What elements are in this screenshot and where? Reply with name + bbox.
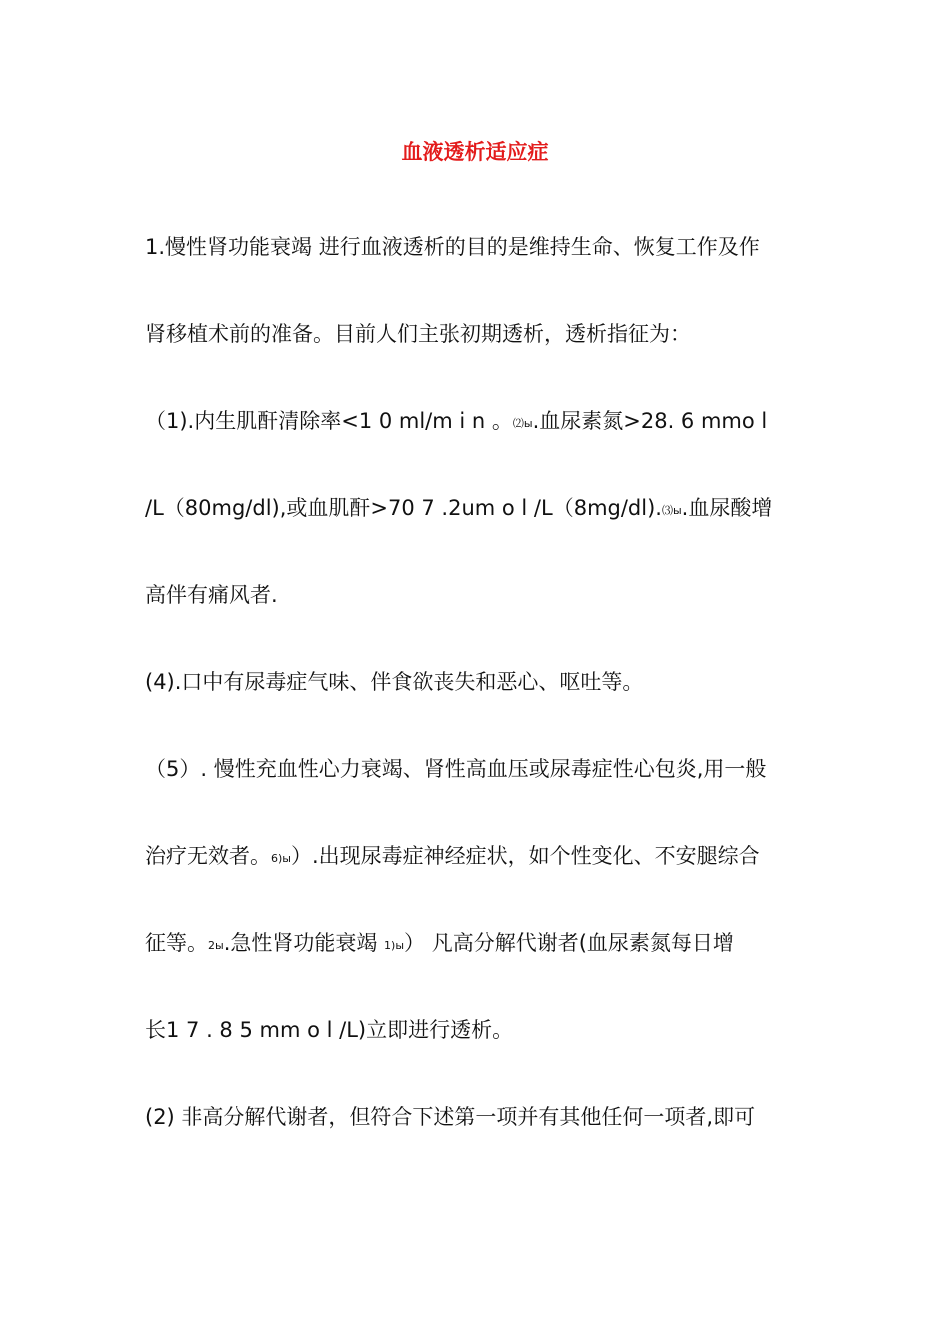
text-line: [145, 1102, 810, 1132]
document-title: 血液透析适应症: [401, 140, 549, 164]
text-segment: 征等。: [145, 931, 208, 955]
item-marker: 1)ы: [384, 939, 405, 952]
text-line: [145, 1015, 810, 1045]
text-segment: （5）. 慢性充血性心力衰竭、肾性高血压或尿毒症性心包炎,用一般: [145, 757, 767, 781]
item-marker: ⑵ы: [512, 417, 533, 430]
text-line: [145, 754, 810, 784]
text-segment: .血尿酸增: [681, 496, 773, 520]
text-line: [145, 667, 810, 697]
text-line: [145, 406, 810, 439]
text-line: [145, 493, 810, 526]
text-line: [145, 232, 810, 262]
text-segment: .血尿素氮>28. 6 mmo l: [532, 409, 768, 433]
text-segment: ） 凡高分解代谢者(血尿素氮每日增: [404, 931, 734, 955]
text-line: [145, 580, 810, 610]
text-segment: 1.慢性肾功能衰竭 进行血液透析的目的是维持生命、恢复工作及作: [145, 235, 760, 259]
text-line: [145, 841, 810, 874]
text-segment: 高伴有痛风者.: [145, 583, 278, 607]
text-line: [145, 319, 810, 349]
text-segment: （1).内生肌酐清除率<1 0 ml/m i n 。: [145, 409, 513, 433]
text-segment: (4).口中有尿毒症气味、伴食欲丧失和恶心、呕吐等。: [145, 670, 644, 694]
text-segment: 肾移植术前的准备。目前人们主张初期透析，透析指征为：: [145, 322, 691, 346]
text-segment: .急性肾功能衰竭: [223, 931, 385, 955]
item-marker: ⑶ы: [661, 504, 682, 517]
text-segment: /L（80mg/dl),或血肌酐>70 7 .2um o l /L（8mg/dl).: [145, 496, 662, 520]
text-segment: (2) 非高分解代谢者，但符合下述第一项并有其他任何一项者,即可: [145, 1105, 756, 1129]
item-marker: 6)ы: [271, 852, 291, 865]
text-line: [145, 928, 810, 961]
text-segment: ）.出现尿毒症神经症状，如个性变化、不安腿综合: [290, 844, 760, 868]
text-segment: 长1 7 . 8 5 mm o l /L)立即进行透析。: [145, 1018, 514, 1042]
text-segment: 治疗无效者。: [145, 844, 271, 868]
item-marker: 2ы: [208, 939, 224, 952]
